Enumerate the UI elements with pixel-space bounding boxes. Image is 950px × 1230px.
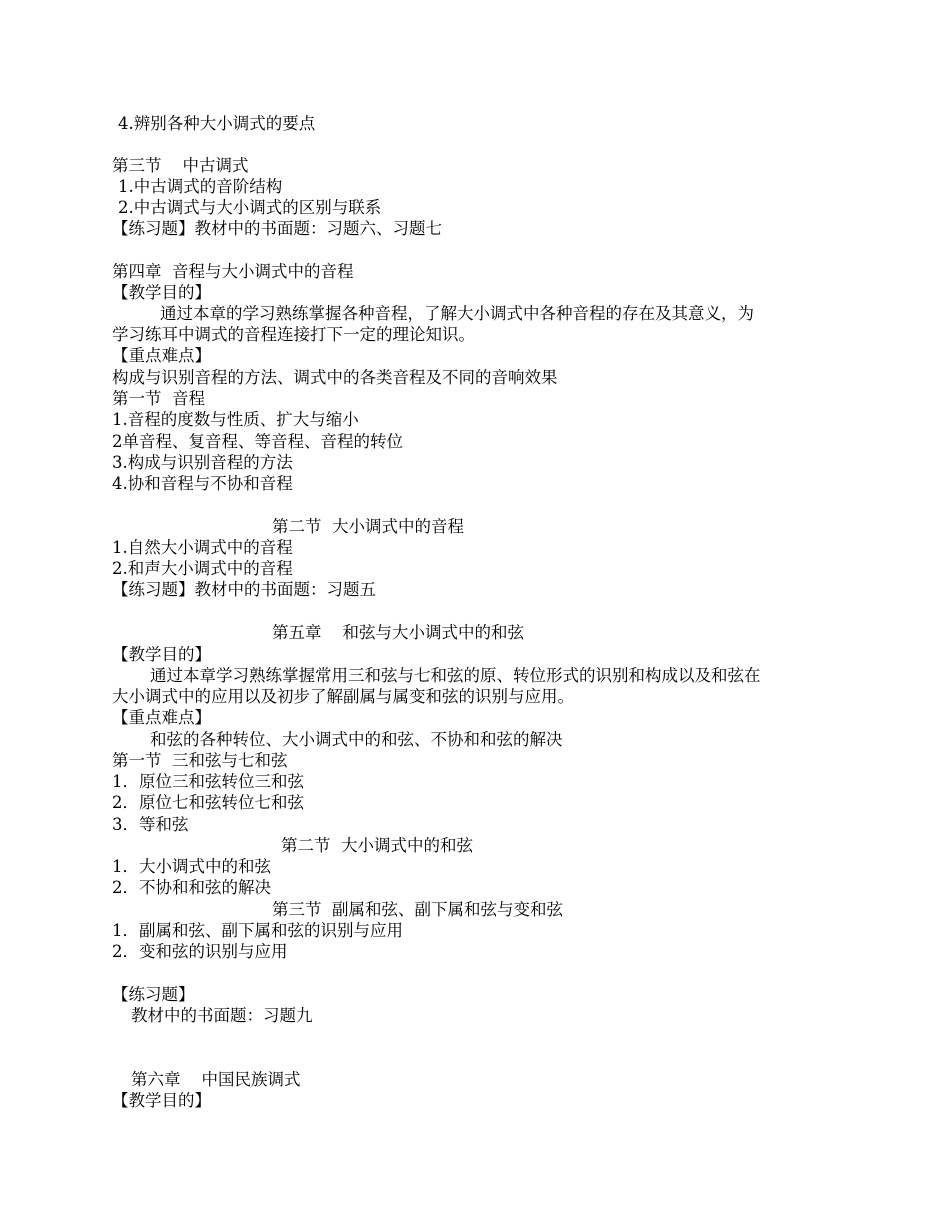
section-heading: 第三节 副属和弦、副下属和弦与变和弦 — [272, 900, 563, 919]
list-item: 1.中古调式的音阶结构 — [118, 177, 283, 196]
paragraph-line: 通过本章的学习熟练掌握各种音程，了解大小调式中各种音程的存在及其意义，为 — [160, 304, 754, 323]
label-teaching-goal: 【教学目的】 — [112, 1091, 211, 1110]
list-item: 2.和声大小调式中的音程 — [112, 559, 293, 578]
chapter-heading: 第五章 和弦与大小调式中的和弦 — [272, 623, 524, 642]
paragraph-line: 大小调式中的应用以及初步了解副属与属变和弦的识别与应用。 — [112, 687, 574, 706]
exercise-line: 【练习题】教材中的书面题：习题五 — [112, 580, 376, 599]
list-item: 2．变和弦的识别与应用 — [112, 942, 288, 961]
list-item: 2.中古调式与大小调式的区别与联系 — [118, 198, 382, 217]
label-exercises: 【练习题】 — [112, 985, 195, 1004]
label-key-points: 【重点难点】 — [112, 346, 211, 365]
chapter-heading: 第六章 中国民族调式 — [131, 1070, 301, 1089]
list-item: 2．原位七和弦转位七和弦 — [112, 793, 304, 812]
list-item: 2．不协和和弦的解决 — [112, 878, 271, 897]
list-item: 1．大小调式中的和弦 — [112, 857, 271, 876]
paragraph-line: 通过本章学习熟练掌握常用三和弦与七和弦的原、转位形式的识别和构成以及和弦在 — [150, 666, 761, 685]
paragraph-line: 教材中的书面题：习题九 — [131, 1006, 313, 1025]
chapter-heading: 第四章 音程与大小调式中的音程 — [112, 262, 354, 281]
list-item: 2单音程、复音程、等音程、音程的转位 — [112, 432, 403, 451]
list-item: 4.辨别各种大小调式的要点 — [118, 114, 316, 133]
list-item: 1.自然大小调式中的音程 — [112, 538, 293, 557]
list-item: 4.协和音程与不协和音程 — [112, 474, 293, 493]
list-item: 3.构成与识别音程的方法 — [112, 453, 293, 472]
list-item: 1.音程的度数与性质、扩大与缩小 — [112, 410, 359, 429]
section-heading: 第二节 大小调式中的音程 — [272, 517, 464, 536]
exercise-line: 【练习题】教材中的书面题：习题六、习题七 — [112, 219, 442, 238]
paragraph-line: 构成与识别音程的方法、调式中的各类音程及不同的音响效果 — [112, 368, 558, 387]
label-teaching-goal: 【教学目的】 — [112, 645, 211, 664]
section-heading: 第一节 音程 — [112, 389, 205, 408]
list-item: 1．原位三和弦转位三和弦 — [112, 772, 304, 791]
paragraph-line: 学习练耳中调式的音程连接打下一定的理论知识。 — [112, 325, 475, 344]
section-heading: 第二节 大小调式中的和弦 — [281, 836, 473, 855]
section-heading: 第一节 三和弦与七和弦 — [112, 751, 288, 770]
list-item: 3．等和弦 — [112, 815, 189, 834]
list-item: 1．副属和弦、副下属和弦的识别与应用 — [112, 921, 403, 940]
label-key-points: 【重点难点】 — [112, 708, 211, 727]
section-heading: 第三节 中古调式 — [112, 156, 249, 175]
label-teaching-goal: 【教学目的】 — [112, 283, 211, 302]
paragraph-line: 和弦的各种转位、大小调式中的和弦、不协和和弦的解决 — [150, 730, 563, 749]
